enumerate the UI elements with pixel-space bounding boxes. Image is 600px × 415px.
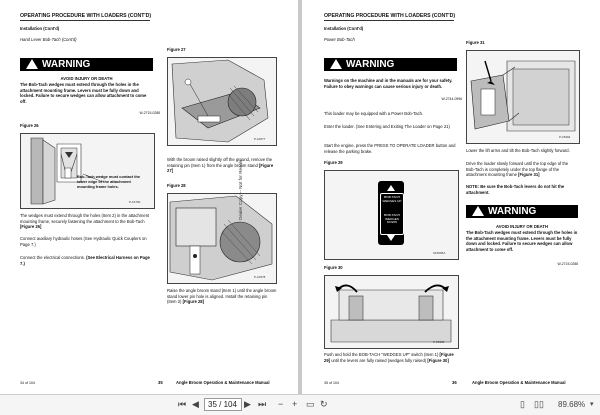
fig28-image	[167, 193, 277, 284]
fig31-image	[466, 50, 580, 144]
left-para3: Connect the electrical connections. (See Electrical Harness on Page 7.)	[20, 255, 150, 266]
left-footer-pageof: 34 of 104	[20, 381, 35, 385]
fig28-ref: P-10678	[254, 275, 266, 279]
fig31-label: Figure 31	[466, 40, 485, 45]
fig31-ref: P-15994	[559, 135, 571, 139]
next-page-icon[interactable]: ▶	[244, 399, 251, 409]
fig29-ref: S15695A	[433, 251, 446, 255]
two-page-view-icon[interactable]: ▯▯	[534, 399, 544, 409]
zoom-in-icon[interactable]: +	[292, 399, 298, 409]
zoom-out-icon[interactable]: −	[278, 399, 284, 409]
right-para6: Drive the loader slowly forward until the top edge of the Bob-Tach is completely under the top flange of the attachment mounting frame [Figure 31]	[466, 161, 569, 178]
fig27-ref: P-10677	[254, 137, 266, 141]
fig27-image	[167, 57, 277, 146]
fig30-label: Figure 30	[324, 265, 343, 270]
switch-face	[380, 193, 404, 235]
fig26-ref: P-16790	[129, 200, 141, 204]
bob-tach-switch	[378, 181, 404, 245]
fig26-image	[20, 133, 155, 209]
dealer-copy-watermark: Dealer Copy -- Not for Resale	[238, 159, 243, 220]
page-number-input[interactable]: 35 / 104	[204, 398, 242, 411]
right-footer-pageof: 35 of 104	[324, 381, 339, 385]
fig28-label: Figure 28	[167, 183, 186, 188]
right-para1: This loader may be equipped with a Power Bob-Tach.	[324, 111, 424, 116]
prev-page-icon[interactable]: ◀	[192, 399, 199, 409]
right-footer-title: Angle Broom Operation & Maintenance Manual	[472, 380, 566, 385]
left-warning-label: WARNING	[42, 59, 91, 70]
left-warning-code: W-2715-0288	[139, 111, 160, 115]
fit-page-icon[interactable]: ▭	[306, 399, 315, 409]
left-page-number: 35	[158, 380, 163, 385]
right-para3: Start the engine, press the PRESS TO OPERATE LOADER button and release the parking brake.	[324, 143, 456, 154]
fig31-drawing	[467, 51, 579, 143]
left-page	[0, 0, 298, 394]
fig29-label: Figure 29	[324, 160, 343, 165]
arrow-down-icon	[387, 235, 395, 241]
fig30-ref: P-15995	[433, 340, 445, 344]
right-warning-body: Warnings on the machine and in the manuals are for your safety. Failure to obey warnings can cause serious injury or death.	[324, 78, 453, 89]
switch-down-label: BOB-TACH WEDGES DOWN	[384, 213, 400, 225]
switch-up-label: BOB-TACH WEDGES UP	[382, 195, 402, 203]
right-subheading: Installation (Cont'd)	[324, 26, 364, 31]
viewer-toolbar	[0, 394, 600, 415]
warning-triangle-icon	[26, 59, 38, 69]
right-warning-label: WARNING	[346, 59, 395, 70]
fig30-drawing	[325, 276, 458, 348]
right-warning2-title: AVOID INJURY OR DEATH	[496, 224, 548, 229]
right-page-number: 36	[452, 380, 457, 385]
right-para5: Lower the lift arms and tilt the Bob-Tach slightly forward.	[466, 148, 570, 153]
right-para2: Enter the loader. (See Entering and Exiting The Loader on Page 21)	[324, 124, 450, 129]
right-page-header: OPERATING PROCEDURE WITH LOADERS (CONT'D)	[324, 13, 456, 19]
zoom-level[interactable]: 89.68%	[558, 400, 586, 409]
fig27-drawing	[168, 58, 276, 145]
fig27-label: Figure 27	[167, 47, 186, 52]
left-subheading-italic: Hand Lever Bob-Tach (Cont'd)	[20, 37, 77, 42]
warning-triangle-icon	[472, 206, 484, 216]
fig26-drawing	[21, 134, 154, 208]
right-subheading-italic: Power Bob-Tach	[324, 37, 355, 42]
right-header-rule	[324, 20, 454, 21]
left-para1: The wedges must extend through the holes (Item 2) in the attachment mounting frame, securely fastening the attachment to the Bob-Tach [Figure 26]	[20, 213, 150, 230]
first-page-icon[interactable]: ⏮	[178, 399, 187, 409]
fig26-callout: Bob-Tach wedge must contact the lower edge of the attachment mounting frame holes.	[77, 174, 141, 190]
left-header-rule	[20, 20, 150, 21]
right-warning2-code: W-2715-0288	[557, 262, 578, 266]
fig27-text: With the broom raised slightly off the ground, remove the retaining pin (Item 1) from the angle broom stand [Figure 27]	[167, 157, 274, 174]
left-subheading: Installation (Cont'd)	[20, 26, 60, 31]
arrow-up-icon	[387, 185, 395, 191]
right-page	[302, 0, 600, 394]
fig30-image	[324, 275, 459, 349]
left-footer-title: Angle Broom Operation & Maintenance Manual	[176, 380, 270, 385]
right-warning2-body: The Bob-Tach wedges must extend through the holes in the attachment mounting frame. Levers must be fully down and locked. Failure to secure wedges can allow attachment to come off.	[466, 230, 578, 252]
right-warning2-label: WARNING	[488, 206, 537, 217]
fig28-drawing	[168, 194, 276, 283]
rotate-icon[interactable]: ↻	[320, 399, 328, 409]
left-warning-title: AVOID INJURY OR DEATH	[60, 76, 113, 81]
right-warning2-banner	[466, 205, 578, 218]
right-note: NOTE: Be sure the Bob-Tach levers do not hit the attachment.	[466, 184, 565, 195]
left-page-header: OPERATING PROCEDURE WITH LOADERS (CONT'D)	[20, 13, 152, 19]
left-warning-body: The Bob-Tach wedges must extend through the holes in the attachment mounting frame. Levers must be fully down and locked. Failure to secure wedges can allow attachment to come off.	[20, 82, 147, 104]
right-warning-banner	[324, 58, 457, 71]
fig26-label: Figure 26	[20, 123, 39, 128]
fig29-image	[324, 170, 459, 260]
right-para4: Push and hold the BOB-TACH "WEDGES UP" switch (Item 1) [Figure 29] until the levers are fully raised (wedges fully raised) [Figure 30]	[324, 352, 454, 363]
warning-triangle-icon	[330, 59, 342, 69]
last-page-icon[interactable]: ⏭	[258, 399, 267, 409]
single-page-view-icon[interactable]: ▯	[520, 399, 525, 409]
left-warning-banner	[20, 58, 153, 71]
fig28-text: Raise the angle broom stand (Item 1) until the angle broom stand lower pin hole is aligned. Install the retaining pin (Item 2) [Figure 28]	[167, 288, 277, 305]
zoom-dropdown-icon[interactable]: ▾	[590, 401, 594, 408]
left-para2: Connect auxiliary hydraulic hoses (See Hydraulic Quick Couplers on Page 7.)	[20, 236, 147, 247]
right-warning-code: W-2744-0996	[441, 97, 462, 101]
